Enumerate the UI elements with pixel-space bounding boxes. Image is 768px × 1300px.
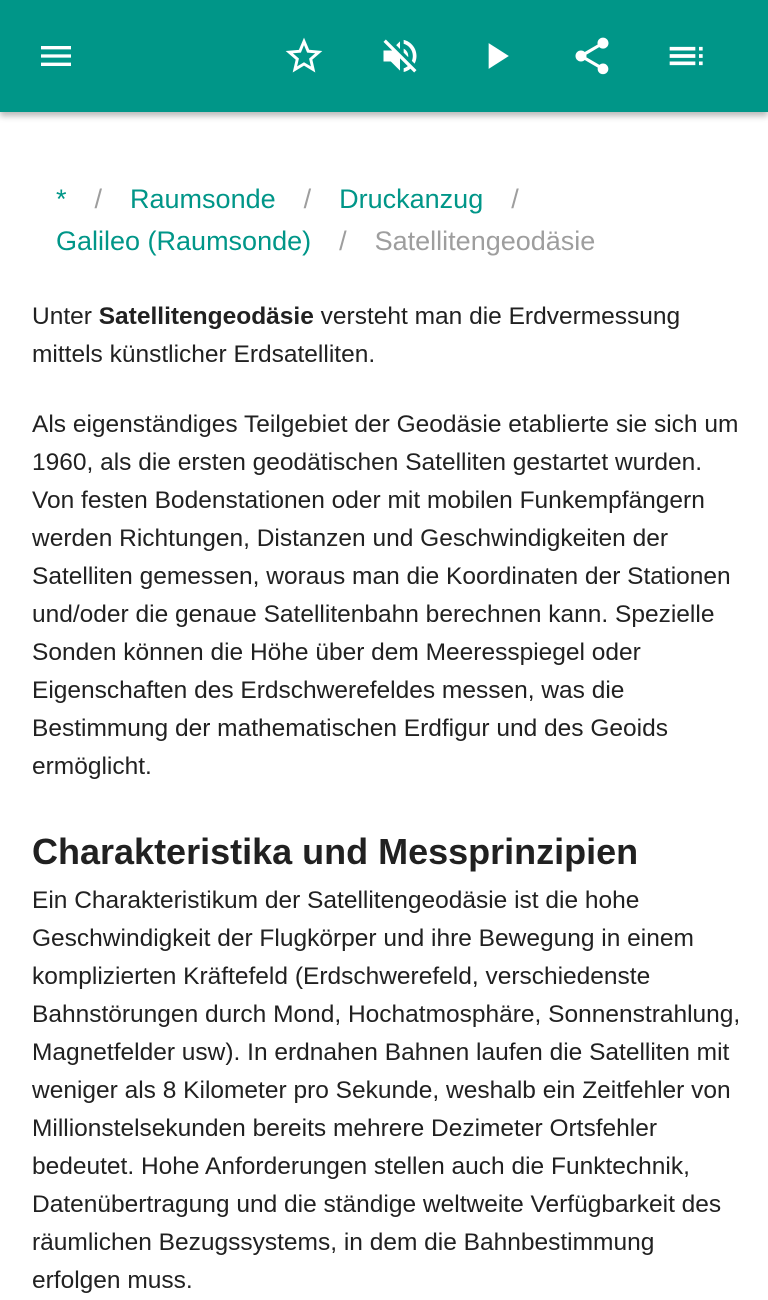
intro-term: Satellitengeodäsie xyxy=(98,303,314,330)
breadcrumb-item-home[interactable]: * xyxy=(56,184,67,214)
breadcrumb-separator: / xyxy=(339,226,347,256)
menu-icon xyxy=(36,36,76,76)
menu-button[interactable] xyxy=(32,32,80,80)
share-icon xyxy=(570,34,614,78)
breadcrumb-current: Satellitengeodäsie xyxy=(374,226,596,256)
breadcrumb-separator: / xyxy=(303,184,312,214)
intro-suffix: versteht man die Erdvermessung mittels künstlicher Erdsatelliten. xyxy=(32,303,681,368)
play-button[interactable] xyxy=(472,32,520,80)
history-paragraph: Als eigenständiges Teilgebiet der Geodäsie etablierte sie sich um 1960, als die ersten geodätischen Satelliten gestartet wurden. Von festen Bodenstationen oder mit mobilen Funkempfängern werden Richtungen, Distanzen und Geschwindigkeiten der Satelliten gemessen, woraus man die Koordinaten der Stationen und/oder die genaue Satellitenbahn berechnen kann. Spezielle Sonden können die Höhe über dem Meeresspiegel oder Eigenschaften des Erdschwerefeldes messen, was die Bestimmung der mathematischen Erdfigur und des Geoids ermöglicht. xyxy=(32,411,739,780)
volume-off-icon xyxy=(378,34,422,78)
star-outline-icon xyxy=(282,34,326,78)
article-body xyxy=(32,298,744,1300)
share-button[interactable] xyxy=(568,32,616,80)
mute-button[interactable] xyxy=(376,32,424,80)
article-content xyxy=(0,112,768,1294)
intro-prefix: Unter xyxy=(32,303,99,330)
section-heading: Charakteristika und Messprinzipien xyxy=(32,831,639,872)
app-toolbar xyxy=(0,0,768,112)
playlist-icon xyxy=(666,34,710,78)
breadcrumb-separator: / xyxy=(94,184,103,214)
characteristics-paragraph: Ein Charakteristikum der Satellitengeodäsie ist die hohe Geschwindigkeit der Flugkörper und ihre Bewegung in einem komplizierten Kräftefeld (Erdschwerefeld, verschiedenste Bahnstörungen durch Mond, Hochatmosphäre, Sonnenstrahlung, Magnetfelder usw). In erdnahen Bahnen laufen die Satelliten mit weniger als 8 Kilometer pro Sekunde, weshalb ein Zeitfehler von Millionstelsekunden bereits mehrere Dezimeter Ortsfehler bedeutet. Hohe Anforderungen stellen auch die Funktechnik, Datenübertragung und die ständige weltweite Verfügbarkeit des räumlichen Bezugssystems, in dem die Bahnbestimmung erfolgen muss. xyxy=(32,887,741,1294)
play-icon xyxy=(474,34,518,78)
intro-paragraph xyxy=(32,298,744,374)
breadcrumb-item-galileo[interactable]: Galileo (Raumsonde) xyxy=(56,226,312,256)
breadcrumb-item-raumsonde[interactable]: Raumsonde xyxy=(130,184,276,214)
breadcrumb xyxy=(56,178,736,262)
breadcrumb-item-druckanzug[interactable]: Druckanzug xyxy=(339,184,484,214)
favorite-button[interactable] xyxy=(280,32,328,80)
contents-button[interactable] xyxy=(664,32,712,80)
breadcrumb-separator: / xyxy=(511,184,519,214)
